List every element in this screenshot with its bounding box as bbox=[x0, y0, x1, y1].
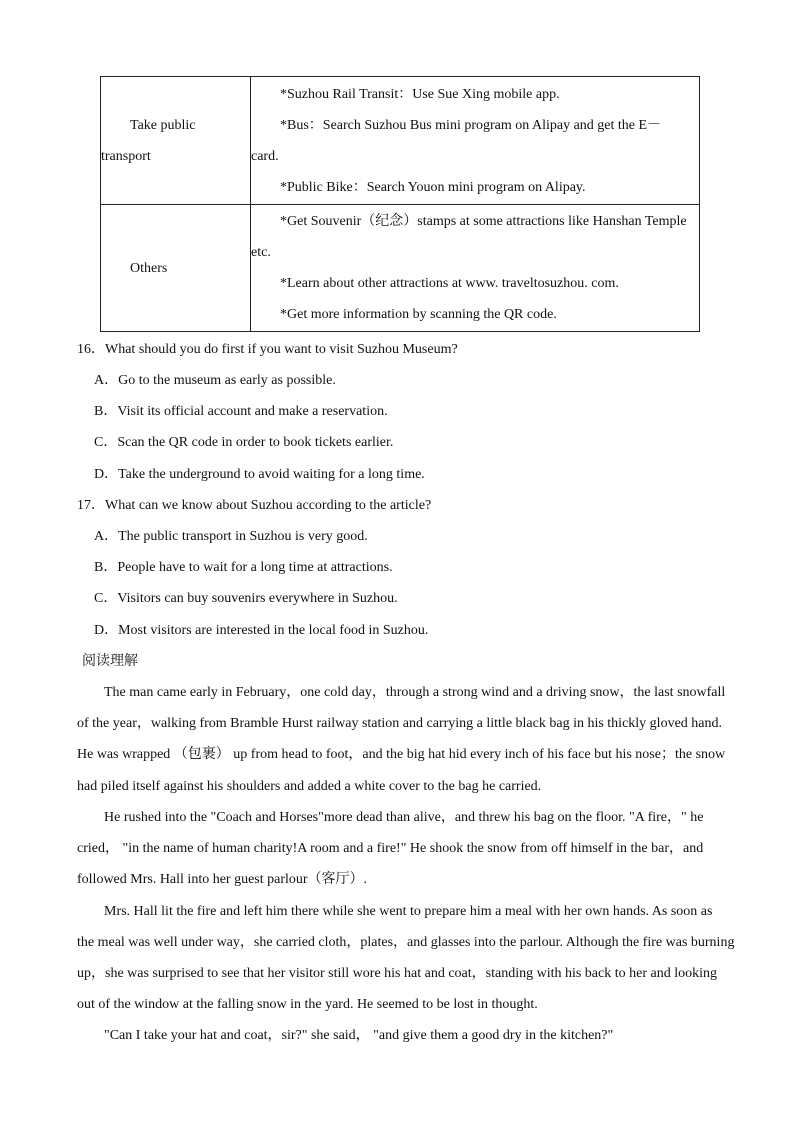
table-content-line: *Public Bike：Search Youon mini program on Alipay. bbox=[280, 179, 586, 195]
row-content-cell bbox=[251, 77, 700, 205]
answer-option[interactable]: A．Go to the museum as early as possible. bbox=[94, 373, 336, 388]
passage-line: had piled itself against his shoulders and added a white cover to the bag he carried. bbox=[77, 779, 542, 794]
answer-option[interactable]: C．Visitors can buy souvenirs everywhere in Suzhou. bbox=[94, 591, 398, 606]
passage-line: Mrs. Hall lit the fire and left him there while she went to prepare him a meal with her own hands. As soon as bbox=[104, 904, 713, 919]
transport-info-table bbox=[100, 76, 700, 332]
answer-option[interactable]: D．Most visitors are interested in the local food in Suzhou. bbox=[94, 623, 429, 638]
passage-line: "Can I take your hat and coat，sir?" she said， "and give them a good dry in the kitchen?" bbox=[104, 1028, 614, 1043]
section-title: 阅读理解 bbox=[82, 654, 138, 669]
passage-line: He rushed into the "Coach and Horses"more dead than alive，and threw his bag on the floor. "A fire，" he bbox=[104, 810, 704, 825]
table-content-line: *Suzhou Rail Transit：Use Sue Xing mobile app. bbox=[280, 86, 560, 102]
answer-option[interactable]: C．Scan the QR code in order to book tickets earlier. bbox=[94, 435, 394, 450]
passage-line: He was wrapped （包裹） up from head to foot，and the big hat hid every inch of his face but his nose；the snow bbox=[77, 747, 726, 762]
table-row bbox=[101, 77, 700, 205]
table-content-line: *Learn about other attractions at www. traveltosuzhou. com. bbox=[280, 276, 619, 291]
row-label-cell bbox=[101, 77, 251, 205]
table-content-line: etc. bbox=[251, 245, 271, 260]
row-label-line: Others bbox=[130, 260, 168, 276]
row-content-cell bbox=[251, 205, 700, 332]
question-stem: 16．What should you do first if you want to visit Suzhou Museum? bbox=[77, 342, 458, 357]
passage-line: The man came early in February，one cold day，through a strong wind and a driving snow，the last snowfall bbox=[104, 685, 726, 700]
answer-option[interactable]: B．Visit its official account and make a reservation. bbox=[94, 404, 388, 419]
row-label-line: Take public bbox=[130, 117, 196, 133]
passage-line: up，she was surprised to see that her visitor still wore his hat and coat，standing with his back to her and looking bbox=[77, 966, 717, 981]
passage-line: out of the window at the falling snow in the yard. He seemed to be lost in thought. bbox=[77, 997, 538, 1012]
answer-option[interactable]: D．Take the underground to avoid waiting for a long time. bbox=[94, 467, 425, 482]
passage-line: of the year，walking from Bramble Hurst railway station and carrying a little black bag in his thickly gloved hand. bbox=[77, 716, 722, 731]
table-content-line: *Get Souvenir（纪念）stamps at some attractions like Hanshan Temple bbox=[280, 214, 687, 229]
passage-line: cried， "in the name of human charity!A room and a fire!" He shook the snow from off himself in the bar，and bbox=[77, 841, 704, 856]
row-label-cell bbox=[101, 205, 251, 332]
question-stem: 17．What can we know about Suzhou according to the article? bbox=[77, 498, 432, 513]
table-content-line: card. bbox=[251, 148, 279, 164]
answer-option[interactable]: B．People have to wait for a long time at attractions. bbox=[94, 560, 393, 575]
table-row bbox=[101, 205, 700, 332]
answer-option[interactable]: A．The public transport in Suzhou is very good. bbox=[94, 529, 368, 544]
passage-line: the meal was well under way，she carried cloth，plates，and glasses into the parlour. Although the fire was burning bbox=[77, 935, 735, 950]
row-label-line: transport bbox=[101, 148, 151, 164]
table-content-line: *Get more information by scanning the QR code. bbox=[280, 307, 557, 322]
passage-line: followed Mrs. Hall into her guest parlour（客厅）. bbox=[77, 872, 368, 887]
table-content-line: *Bus：Search Suzhou Bus mini program on Alipay and get the E－ bbox=[280, 117, 662, 133]
